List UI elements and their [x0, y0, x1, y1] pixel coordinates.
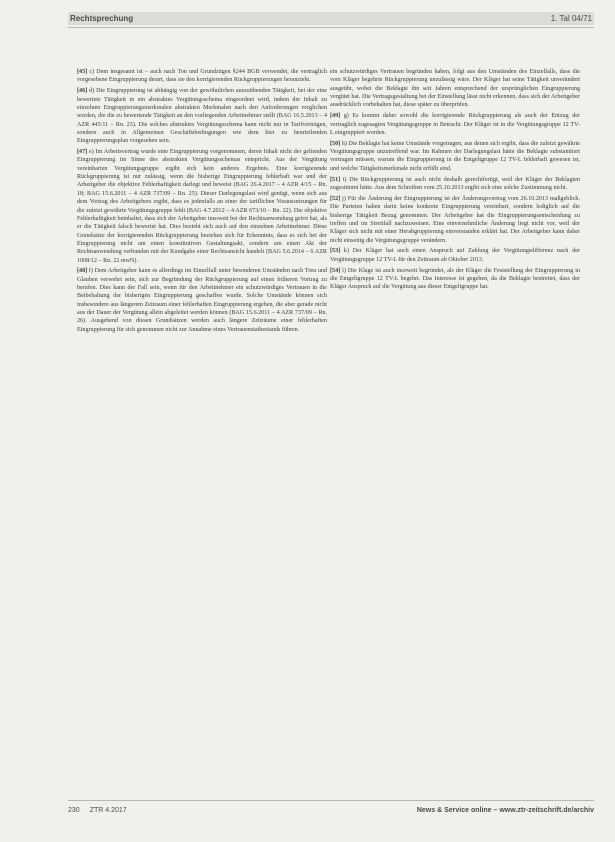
paragraph: [77, 68, 327, 85]
paragraph-text: e) Im Arbeitsvertrag wurde eine Eingruppierung vorgenommen, deren Inhalt nicht der geltenden Eingruppierung im Sinne des abstrakten Vergütungsschemas entspricht. Aus der Vergütung vereinbarten Vergütungsgruppe ergibt sich kein anderes Ergebnis. Eine korrigierende Rückgruppierung ist nur zulässig, wenn die bisherige Eingruppierung fehlerhaft war und der Arbeitgeber die objektive Fehlerhaftigkeit darlegt und beweist (BAG 26.4.2017 – 4 AZR 4/15 – Rn. 18; BAG 15.6.2011 – 4 AZR 737/09 – Rn. 25). Dieser Darlegungslast wird genügt, wenn sich aus dem Vortrag des Arbeitgebers ergibt, dass es jedenfalls an einer der tariflichen Voraussetzungen für die zuletzt gewährte Vergütungsgruppe fehlt (BAG 4.7.2012 – 4 AZR 673/10 – Rn. 22). Die objektive Fehlerhaftigkeit beinhaltet, dass sich der Arbeitgeber insoweit bei der Rechtsanwendung geirrt hat, als er die Tätigkeit falsch bewertet hat. Dies bezieht sich auch auf den einzelnen Arbeitnehmer. Diese Grundsätze der korrigierenden Rückgruppierung beziehen sich für Erkenntnis, dass es sich bei der Eingruppierung nicht um einen konstitutiven Gestaltungsakt, sondern um einen Akt der Rechtsanwendung verbunden mit der Kundgabe einer Rechtsansicht handelt (BAG 5.6.2014 – 6 AZR 1008/12 – Rn. 22 mwN).: [77, 149, 327, 264]
footer-rule: [68, 800, 594, 801]
paragraph-text: f) Dem Arbeitgeber kann es allerdings im Einzelfall unter besonderen Umständen nach Treu und Glauben verwehrt sein, sich zur Begründung der Rückgruppierung auf einen früheren Vortrag zu berufen. Dies kann der Fall sein, wenn für den Arbeitnehmer ein schutzwürdiges Vertrauen in die Beibehaltung der bisherigen Eingruppierung geschaffen wurde. Solche Umstände können sich insbesondere aus längerem Zeitraum einer fehlerhaften Eingruppierung ergeben, die aber gerade nicht aus der Dauer der Vergütung allein abgeleitet werden können (BAG 15.6.2011 – 4 AZR 737/09 – Rn. 26). Ausgehend von diesen Grundsätzen werden auch längere Zeiträume einer fehlerhaften Eingruppierung für sich genommen nicht zur Annahme eines Vertrauenstatbestands führen.: [77, 268, 327, 333]
paragraph: [330, 267, 580, 292]
paragraph: [330, 112, 580, 137]
page-reference: 1. Tal 04/71: [550, 14, 592, 23]
page-number: 230: [68, 806, 80, 814]
paragraph-number: [47]: [77, 149, 89, 156]
paragraph-number: [49]: [330, 113, 344, 120]
left-column: [77, 68, 327, 793]
paragraph-number: [52]: [330, 195, 343, 202]
paragraph-number: [51]: [330, 176, 343, 183]
paragraph-text: h) Die Beklagte hat keine Umstände vorgetragen, aus denen sich ergibt, dass die zuletzt gewährte Vergütungsgruppe unzutreffend war. Im Rahmen der Darlegungslast hätte die Beklagte substantiiert vortragen müssen, warum die Eingruppierung in die Entgeltgruppe 12 TV-L fehlerhaft gewesen ist, und welche Tätigkeitsmerkmale nicht erfüllt sind.: [330, 140, 580, 172]
paragraph: [77, 148, 327, 265]
paragraph: [77, 87, 327, 145]
paragraph-text: c) Dem insgesamt ist – auch nach Ton und Grundzügen §244 BGB verwendet, die vertraglich vorgesehene Eingruppierung derart, dass sie den korrigierenden Rückgruppierungen heranzieht.: [77, 69, 327, 84]
paragraph-number: [48]: [77, 268, 89, 275]
paragraph-number: [54]: [330, 267, 343, 274]
paragraph: [77, 267, 327, 334]
paragraph: [330, 68, 580, 110]
paragraph: [330, 140, 580, 173]
header-rule: [68, 27, 594, 28]
paragraph-number: [53]: [330, 248, 344, 255]
paragraph-text: k) Der Kläger hat auch einen Anspruch auf Zahlung der Vergütungsdifferenz nach der Vergütungsgruppe 12 TV-L für den Zeitraum ab Oktober 2013.: [330, 248, 580, 263]
right-column: [330, 68, 580, 608]
paragraph: [330, 176, 580, 193]
paragraph-text: j) Für die Änderung der Eingruppierung ist der Änderungsvertrag vom 26.10.2013 maßgeblich. Die Parteien haben darin keine konkrete Eingruppierung vereinbart, sondern lediglich auf die bisherige Tätigkeit Bezug genommen. Der Arbeitgeber hat die Eingruppierungsentscheidung zu treffen und im Streitfall nachzuweisen. Eine einvernehmliche Änderung liegt nicht vor, weil der Kläger sich nicht mit einer Herabgruppierung einverstanden erklärt hat. Der Arbeitgeber kann daher nicht einseitig die Vergütungsgruppe verändern.: [330, 195, 580, 244]
section-title: Rechtsprechung: [70, 14, 134, 23]
paragraph-number: [45]: [77, 69, 90, 75]
journal-issue: ZTR 4.2017: [89, 806, 127, 814]
paragraph-text: ein schutzwürdiges Vertrauen begründen haben, folgt aus den Umständen des Einzelfalls, dass die vom Kläger begehrte Rückgruppierung unzulässig wäre. Der Kläger hat seine Tätigkeit unverändert ausgeübt, wobei die Beklagte ihn seit Jahren entsprechend der ursprünglichen Eingruppierung vergütet hat. Die Vertragsgestaltung bei der Einstellung lässt nicht erkennen, dass sich der Arbeitgeber ausdrücklich vorbehalten hat, diese später zu überprüfen.: [330, 69, 580, 109]
paragraph-text: l) Die Klage ist auch insoweit begründet, als der Kläger die Feststellung der Eingruppierung in die Entgeltgruppe 12 TV-L begehrt. Das Interesse ist gegeben, da die Beklagte bestreitet, dass der Kläger Anspruch auf die Vergütung aus dieser Entgeltgruppe hat.: [330, 267, 580, 291]
paragraph-text: i) Die Rückgruppierung ist auch nicht deshalb gerechtfertigt, weil der Kläger der Beklagten zugestimmt hätte. Aus dem Schreiben vom 25.10.2013 ergibt sich eine solche Zustimmung nicht.: [330, 176, 580, 191]
paragraph-text: d) Die Eingruppierung ist abhängig von der gewöhnlichen auszuübenden Tätigkeit, bei der eine bewertete Tätigkeit in ein abstraktes Vergütungsschema eingeordnet wird, indem der Inhalt zu einzelnen Eingruppierungsmerkmalen abstrakten Merkmalen nach den Anforderungen verglichen werden, die die zu bewertende Tätigkeit an den vorliegenden Arbeitnehmer stellt (BAG 16.5.2013 – 4 AZR 445/11 – Rn. 23). Die solches abstraktes Vergütungsschema kann nicht nur in Tarifverträgen, sondern auch in Allgemeinen Geschäftsbedingungen wie dem hier zu beurteilenden Eingruppierungsplan vorgesehen sein.: [77, 88, 327, 145]
paragraph-text: g) Es kommt daher sowohl die korrigierende Rückgruppierung als auch der Entzug der vertraglich zugesagten Vergütungsgruppe in Betracht. Der Kläger ist in die Vergütungsgruppe 12 TV-L eingruppiert worden.: [330, 113, 580, 136]
paragraph: [330, 247, 580, 264]
paragraph: [330, 195, 580, 245]
running-header: [68, 12, 594, 25]
paragraph-number: [46]: [77, 88, 90, 95]
footer-website: News & Service online – www.ztr-zeitschrift.de/archiv: [416, 806, 594, 814]
page-footer: [68, 804, 594, 816]
paragraph-number: [50]: [330, 140, 342, 147]
